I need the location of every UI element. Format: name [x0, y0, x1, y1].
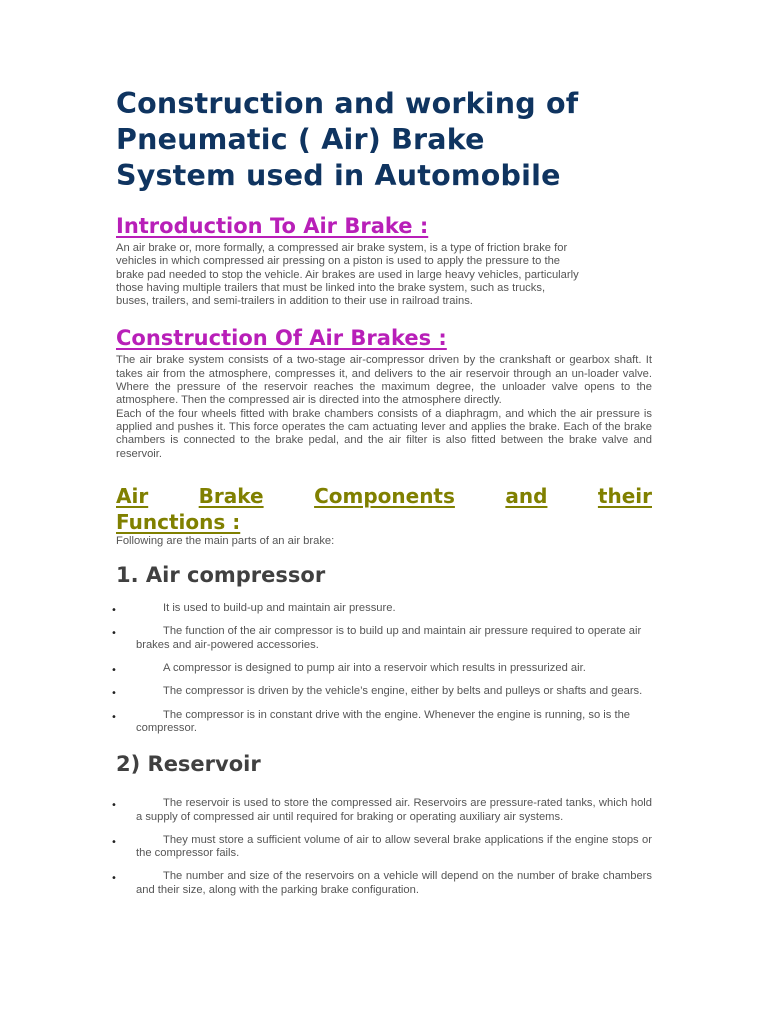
bullet-icon: • — [111, 800, 117, 812]
list-item-text: They must store a sufficient volume of air to allow several brake applications if the engine stops or the compressor fails. — [136, 833, 652, 860]
list-item-text: The number and size of the reservoirs on a vehicle will depend on the number of brake chambers and their size, along with the parking brake configuration. — [136, 870, 652, 896]
title-line: System used in Automobile — [116, 159, 561, 192]
components-heading-line-1 — [116, 483, 652, 509]
title-line: Construction and working of — [116, 87, 579, 120]
bullet-icon: • — [111, 873, 117, 885]
list-item — [111, 602, 652, 617]
document-title — [116, 86, 652, 194]
components-heading — [116, 483, 652, 535]
list-item — [111, 662, 652, 677]
intro-line: those having multiple trailers that must be linked into the brake system, such as trucks, — [116, 281, 546, 294]
components-heading-word: and — [505, 483, 548, 508]
reservoir-list — [111, 797, 652, 897]
list-item-text: The compressor is in constant drive with the engine. Whenever the engine is running, so is the compressor. — [136, 708, 631, 734]
introduction-paragraph — [116, 242, 652, 308]
reservoir-heading: 2) Reservoir — [116, 752, 261, 777]
intro-line: vehicles in which compressed air pressing on a piston is used to apply the pressure to the — [116, 255, 561, 268]
intro-line: An air brake or, more formally, a compressed air brake system, is a type of friction brake for — [116, 242, 568, 254]
construction-heading: Construction Of Air Brakes : — [116, 326, 447, 351]
construction-paragraph-1: The air brake system consists of a two-stage air-compressor driven by the crankshaft or gearbox shaft. It takes air from the atmosphere, compresses it, and delivers to the air reservoir through an un-loader valve. Where the pressure of the reservoir reaches the maximum degree, the unloader valve opens to the atmosphere. Then the compressed air is directed into the atmosphere directly. — [116, 354, 652, 407]
construction-paragraph-2: Each of the four wheels fitted with brake chambers consists of a diaphragm, and which the air pressure is applied and pushes it. This force operates the cam actuating lever and applies the brake. Each of the brake chambers is connected to the brake pedal, and the air filter is also fitted between the brake valve and reservoir. — [116, 407, 652, 460]
bullet-icon: • — [111, 665, 117, 677]
list-item — [111, 833, 652, 861]
air-compressor-list — [111, 602, 652, 735]
intro-line: buses, trailers, and semi-trailers in addition to their use in railroad trains. — [116, 295, 473, 308]
introduction-heading: Introduction To Air Brake : — [116, 214, 429, 238]
intro-line: brake pad needed to stop the vehicle. Air brakes are used in large heavy vehicles, particularly — [116, 268, 579, 281]
list-item-text: The compressor is driven by the vehicle’s engine, either by belts and pulleys or shafts and gears. — [163, 685, 643, 698]
components-heading-word: Components — [314, 483, 455, 508]
components-heading-word: their — [597, 483, 652, 508]
list-item — [111, 797, 652, 824]
bullet-icon: • — [111, 688, 117, 700]
list-item-text: The function of the air compressor is to build up and maintain air pressure required to operate air brakes and air-powered accessories. — [136, 625, 642, 651]
list-item — [111, 708, 652, 736]
list-item-text: It is used to build-up and maintain air pressure. — [163, 602, 396, 615]
components-intro: Following are the main parts of an air brake: — [116, 534, 335, 547]
list-item — [111, 625, 652, 652]
bullet-icon: • — [111, 628, 117, 640]
bullet-icon: • — [111, 605, 117, 617]
document-content — [111, 86, 652, 907]
components-heading-word: Air — [116, 483, 149, 508]
title-line: Pneumatic ( Air) Brake — [116, 123, 485, 156]
components-heading-word: Brake — [198, 483, 264, 508]
components-heading-line-2: Functions : — [116, 509, 241, 534]
bullet-icon: • — [111, 711, 117, 723]
bullet-icon: • — [111, 836, 117, 848]
list-item-text: A compressor is designed to pump air into a reservoir which results in pressurized air. — [163, 662, 586, 675]
list-item-text: The reservoir is used to store the compressed air. Reservoirs are pressure-rated tanks, which hold a supply of compressed air until required for braking or operating auxiliary air systems. — [136, 797, 652, 823]
list-item — [111, 685, 652, 700]
list-item — [111, 870, 652, 897]
air-compressor-heading: 1. Air compressor — [116, 563, 326, 588]
